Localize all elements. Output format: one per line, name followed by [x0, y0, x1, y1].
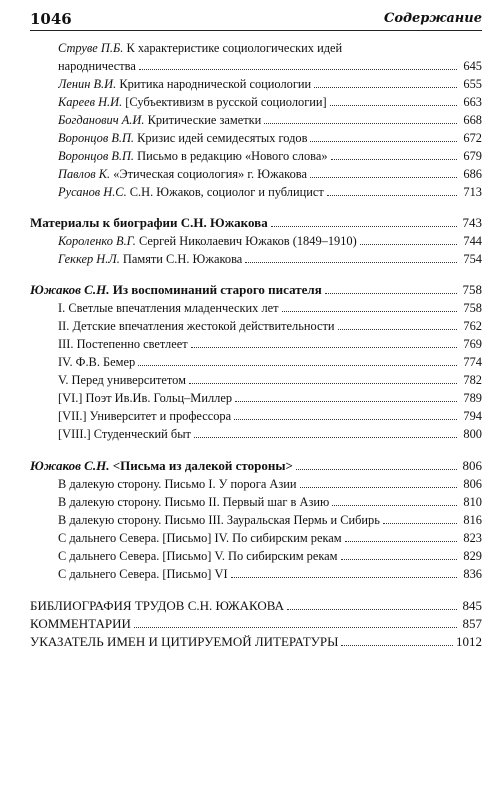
entry-page: 836 [463, 567, 482, 581]
page-header [30, 8, 482, 31]
toc-entry [30, 250, 482, 268]
section-title: Материалы к биографии С.Н. Южакова [30, 215, 268, 230]
entry-title: Сергей Николаевич Южаков (1849–1910) [139, 234, 357, 248]
dot-leader [189, 372, 457, 384]
toc-section-biography [30, 214, 482, 268]
dot-leader [332, 494, 457, 506]
entry-author: Русанов Н.С. [58, 185, 127, 199]
entry-page: 713 [463, 185, 482, 199]
entry-title: УКАЗАТЕЛЬ ИМЕН И ЦИТИРУЕМОЙ ЛИТЕРАТУРЫ [30, 634, 339, 649]
entry-title: В далекую сторону. Письмо II. Первый шаг в Азию [58, 495, 330, 509]
entry-author: Кареев Н.И. [58, 95, 123, 109]
dot-leader [310, 130, 457, 142]
entry-title: С дальнего Севера. [Письмо] VI [58, 567, 228, 581]
entry-page: 800 [463, 427, 482, 441]
entry-title: Критика народнической социологии [119, 77, 312, 91]
dot-leader [314, 76, 457, 88]
toc-entry [30, 511, 482, 529]
entry-page: 789 [463, 391, 482, 405]
toc-entry [30, 111, 482, 129]
entry-page: 769 [463, 337, 482, 351]
dot-leader [271, 215, 457, 227]
toc-entry [30, 335, 482, 353]
toc-section-memoirs [30, 281, 482, 443]
entry-title: III. Постепенно светлеет [58, 337, 188, 351]
entry-page: 845 [462, 598, 482, 613]
toc-entry [30, 389, 482, 407]
entry-author: Павлов К. [58, 167, 111, 181]
dot-leader [338, 318, 457, 330]
dot-leader [341, 634, 453, 646]
entry-author: Богданович А.И. [58, 113, 145, 127]
entry-page: 810 [463, 495, 482, 509]
toc-entry [30, 129, 482, 147]
toc-section-letters [30, 457, 482, 583]
dot-leader [264, 112, 457, 124]
entry-page: 758 [463, 301, 482, 315]
toc-entry [30, 39, 482, 57]
toc-entry [30, 371, 482, 389]
dot-leader [330, 94, 457, 106]
entry-page: 663 [463, 95, 482, 109]
entry-page: 816 [463, 513, 482, 527]
entry-title: В далекую сторону. Письмо III. Зауральская Пермь и Сибирь [58, 513, 380, 527]
toc-entry [30, 493, 482, 511]
entry-page: 794 [463, 409, 482, 423]
entry-title: К характеристике социологических идей [126, 41, 343, 55]
entry-page: 823 [463, 531, 482, 545]
entry-title: Критические заметки [147, 113, 262, 127]
table-of-contents [30, 39, 482, 651]
dot-leader [345, 530, 457, 542]
entry-title: С дальнего Севера. [Письмо] V. По сибирским рекам [58, 549, 338, 563]
entry-title: [VII.] Университет и профессора [58, 409, 232, 423]
section-author: Южаков С.Н. [30, 282, 110, 297]
entry-page: 744 [463, 234, 482, 248]
section-author: Южаков С.Н. [30, 458, 110, 473]
section-heading [30, 214, 482, 232]
entry-title: «Этическая социология» г. Южакова [113, 167, 307, 181]
section-title: Из воспоминаний старого писателя [112, 282, 322, 297]
entry-page: 655 [463, 77, 482, 91]
dot-leader [331, 148, 457, 160]
entry-title: КОММЕНТАРИИ [30, 616, 131, 631]
running-title: Содержание [383, 11, 482, 26]
entry-title: IV. Ф.В. Бемер [58, 355, 136, 369]
dot-leader [134, 616, 457, 628]
section-heading [30, 457, 482, 475]
entry-page: 743 [462, 215, 482, 230]
toc-entry [30, 299, 482, 317]
entry-author: Короленко В.Г. [58, 234, 136, 248]
toc-entry [30, 475, 482, 493]
entry-title: I. Светлые впечатления младенческих лет [58, 301, 279, 315]
dot-leader [310, 166, 457, 178]
entry-page: 758 [462, 282, 482, 297]
page-number: 1046 [30, 10, 72, 28]
dot-leader [234, 408, 457, 420]
dot-leader [287, 598, 457, 610]
dot-leader [341, 548, 457, 560]
entry-page: 754 [463, 252, 482, 266]
entry-page: 762 [463, 319, 482, 333]
dot-leader [235, 390, 457, 402]
section-title: <Письма из далекой стороны> [112, 458, 293, 473]
entry-title: [VI.] Поэт Ив.Ив. Гольц–Миллер [58, 391, 233, 405]
entry-page: 668 [463, 113, 482, 127]
dot-leader [282, 300, 457, 312]
toc-block-criticism [30, 39, 482, 201]
toc-entry [30, 407, 482, 425]
entry-page: 857 [462, 616, 482, 631]
entry-author: Ленин В.И. [58, 77, 117, 91]
toc-entry [30, 633, 482, 651]
entry-author: Воронцов В.П. [58, 131, 135, 145]
dot-leader [138, 354, 457, 366]
dot-leader [296, 458, 457, 470]
toc-entry [30, 597, 482, 615]
toc-entry [30, 547, 482, 565]
entry-title: Кризис идей семидесятых годов [137, 131, 308, 145]
entry-page: 686 [463, 167, 482, 181]
toc-entry [30, 529, 482, 547]
entry-title: В далекую сторону. Письмо I. У порога Азии [58, 477, 297, 491]
toc-entry [30, 565, 482, 583]
entry-page: 829 [463, 549, 482, 563]
toc-entry [30, 615, 482, 633]
entry-page: 806 [463, 477, 482, 491]
toc-entry [30, 425, 482, 443]
dot-leader [300, 476, 457, 488]
entry-author: Воронцов В.П. [58, 149, 135, 163]
dot-leader [231, 566, 457, 578]
toc-entry [30, 353, 482, 371]
toc-entry [30, 317, 482, 335]
dot-leader [327, 184, 457, 196]
entry-title: С.Н. Южаков, социолог и публицист [129, 185, 324, 199]
entry-page: 645 [463, 59, 482, 73]
entry-title: [Субъективизм в русской социологии] [125, 95, 327, 109]
toc-entry [30, 75, 482, 93]
dot-leader [383, 512, 457, 524]
entry-page: 806 [462, 458, 482, 473]
dot-leader [191, 336, 457, 348]
entry-page: 679 [463, 149, 482, 163]
dot-leader [245, 251, 457, 263]
dot-leader [360, 233, 457, 245]
section-heading [30, 281, 482, 299]
entry-title: Памяти С.Н. Южакова [122, 252, 243, 266]
toc-entry [30, 147, 482, 165]
entry-title: II. Детские впечатления жестокой действительности [58, 319, 335, 333]
toc-entry [30, 93, 482, 111]
entry-title: народничества [58, 59, 136, 73]
toc-back-matter [30, 597, 482, 651]
entry-title: [VIII.] Студенческий быт [58, 427, 191, 441]
toc-entry [30, 183, 482, 201]
toc-entry [30, 57, 482, 75]
entry-title: Письмо в редакцию «Нового слова» [137, 149, 328, 163]
entry-author: Геккер Н.Л. [58, 252, 120, 266]
entry-page: 774 [463, 355, 482, 369]
dot-leader [194, 426, 457, 438]
toc-entry [30, 165, 482, 183]
entry-page: 672 [463, 131, 482, 145]
entry-title: С дальнего Севера. [Письмо] IV. По сибирским рекам [58, 531, 342, 545]
dot-leader [139, 58, 457, 70]
entry-page: 1012 [456, 634, 482, 649]
dot-leader [325, 282, 457, 294]
entry-author: Струве П.Б. [58, 41, 124, 55]
entry-page: 782 [463, 373, 482, 387]
toc-entry [30, 232, 482, 250]
entry-title: БИБЛИОГРАФИЯ ТРУДОВ С.Н. ЮЖАКОВА [30, 598, 285, 613]
entry-title: V. Перед университетом [58, 373, 186, 387]
